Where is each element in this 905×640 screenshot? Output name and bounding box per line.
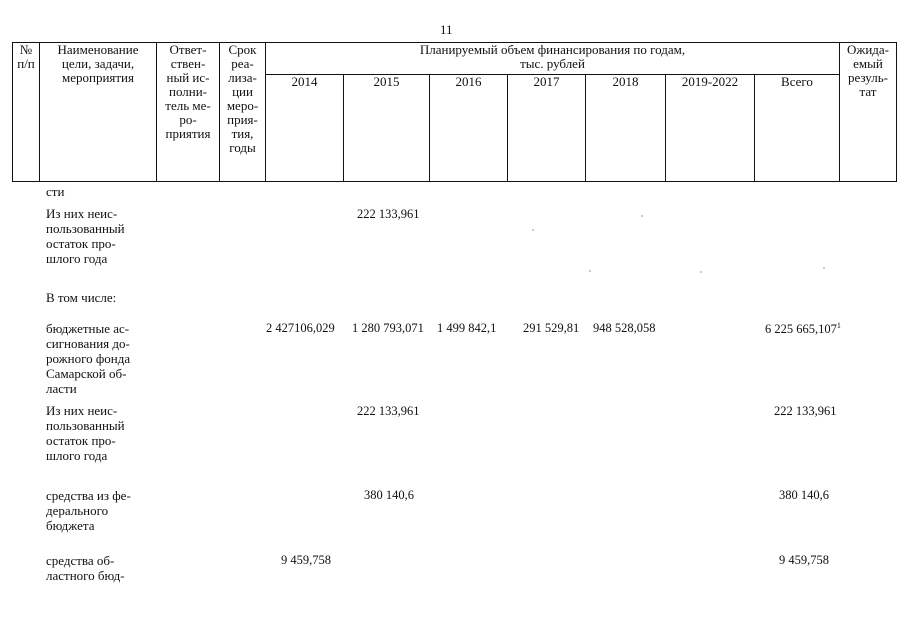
value-road-2018: 948 528,058 — [593, 321, 656, 335]
scan-speck — [700, 271, 702, 273]
page-number: 11 — [440, 22, 453, 37]
value-road-total — [765, 321, 841, 337]
header-number-cell — [13, 43, 40, 182]
row-label-cont: сти — [46, 184, 65, 199]
value-road-2017: 291 529,81 — [523, 321, 580, 335]
header-year-2015: 2015 — [344, 75, 430, 182]
row-label-unused-1: Из них неис- пользованный остаток про- шлого года — [46, 206, 125, 266]
header-year-total: Всего — [755, 75, 840, 182]
value-road-2016: 1 499 842,1 — [437, 321, 497, 335]
value-road-2014: 2 427106,029 — [266, 321, 335, 335]
header-year-2014: 2014 — [266, 75, 344, 182]
value-unused2-total: 222 133,961 — [774, 404, 837, 418]
scan-speck — [823, 267, 825, 269]
row-label-road-fund: бюджетные ас- сигнования до- рожного фонда Самарской об- ласти — [46, 321, 131, 396]
header-responsible: Ответ- ствен- ный ис- полни- тель ме- ро- приятия — [165, 42, 211, 141]
header-year-2018: 2018 — [586, 75, 666, 182]
header-result: Ожида- емый резуль- тат — [846, 42, 890, 99]
scan-speck — [532, 229, 534, 231]
header-year-2019-2022: 2019-2022 — [666, 75, 755, 182]
value-federal-2015: 380 140,6 — [364, 488, 414, 502]
row-label-unused-2: Из них неис- пользованный остаток про- шлого года — [46, 403, 125, 463]
row-label-federal: средства из фе- дерального бюджета — [46, 488, 131, 533]
value-road-total-number: 6 225 665,107 — [765, 322, 837, 337]
value-regional-2014: 9 459,758 — [281, 553, 331, 567]
header-funding: Планируемый объем финансирования по годам, тыс. рублей — [419, 42, 686, 71]
header-number: № п/п — [17, 42, 35, 71]
header-result-cell — [840, 43, 897, 182]
row-label-regional: средства об- ластного бюд- — [46, 553, 125, 583]
row-label-including: В том числе: — [46, 290, 117, 305]
header-year-2016: 2016 — [430, 75, 508, 182]
header-funding-cell — [266, 43, 840, 75]
value-unused2-2015: 222 133,961 — [357, 404, 420, 418]
scan-speck — [589, 270, 591, 272]
value-regional-total: 9 459,758 — [779, 553, 829, 567]
header-responsible-cell — [157, 43, 220, 182]
header-name-cell — [40, 43, 157, 182]
value-federal-total: 380 140,6 — [779, 488, 829, 502]
scan-speck — [641, 215, 643, 217]
value-road-2015: 1 280 793,071 — [352, 321, 424, 335]
funding-table-header — [12, 42, 897, 182]
header-name: Наименование цели, задачи, мероприятия — [57, 42, 139, 85]
header-year-2017: 2017 — [508, 75, 586, 182]
value-unused-2015: 222 133,961 — [357, 207, 420, 221]
footnote-mark: 1 — [836, 321, 841, 330]
header-term: Срок реа- лиза- ции меро- прия- тия, годы — [226, 42, 259, 155]
header-term-cell — [220, 43, 266, 182]
